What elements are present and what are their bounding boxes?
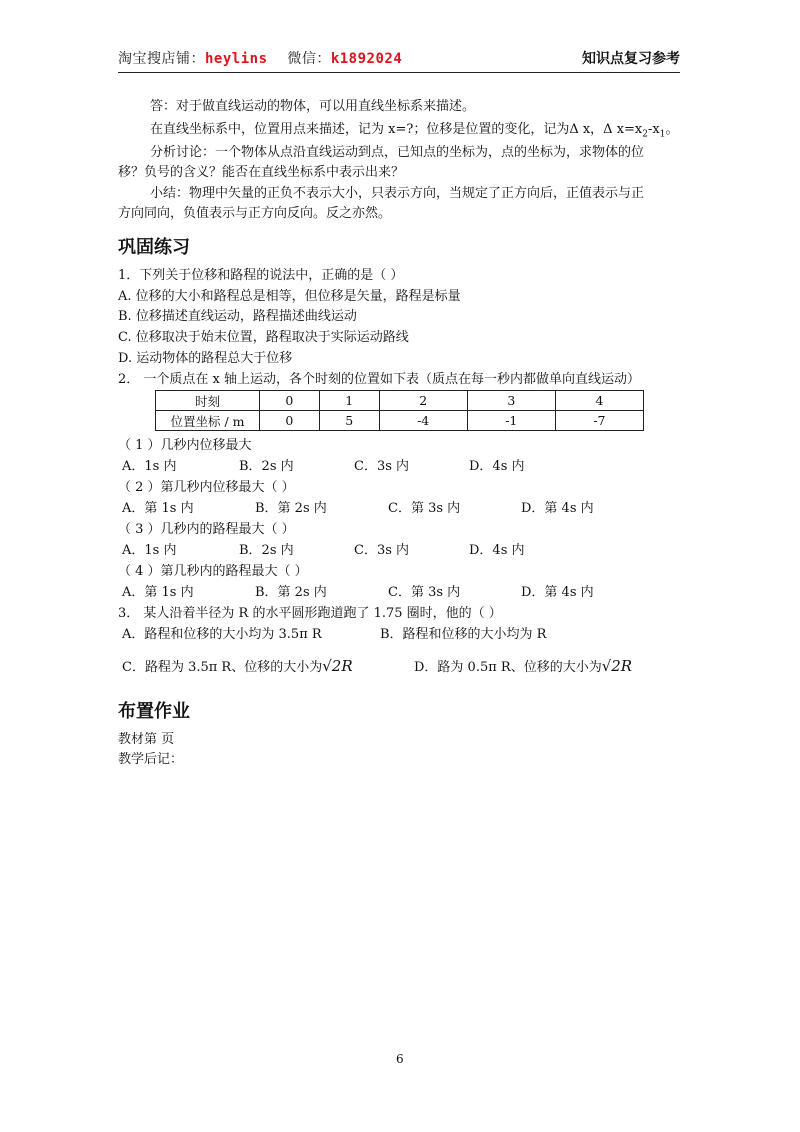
table-row	[156, 411, 644, 431]
q3-options-ab	[122, 626, 546, 644]
q2-sub2-options	[122, 500, 594, 518]
intro-discuss-2: 移？负号的含义？能否在直线坐标系中表示出来？	[118, 165, 405, 180]
table-cell: 位置坐标 / m	[156, 411, 260, 431]
option-c: C．3s 内	[354, 543, 410, 558]
page-number: 6	[396, 1052, 404, 1066]
option-b: B．2s 内	[239, 459, 294, 474]
intro-summary-1: 小结：物理中矢量的正负不表示大小，只表示方向，当规定了正方向后，正值表示与正	[150, 186, 645, 201]
q2-sub4: （ 4 ）第几秒内的路程最大（ ）	[118, 564, 308, 579]
intro-answer: 答：对于做直线运动的物体，可以用直线坐标系来描述。	[150, 99, 476, 114]
position-table	[155, 390, 644, 431]
option-a: A．路程和位移的大小均为 3.5π R	[122, 627, 322, 642]
q1-stem: 1．下列关于位移和路程的说法中，正确的是（ ）	[118, 268, 404, 283]
header-contact	[118, 48, 402, 68]
option-b: B．第 2s 内	[255, 585, 327, 600]
option-a: A．第 1s 内	[122, 585, 194, 600]
option-a: A．1s 内	[122, 543, 177, 558]
q3-options-cd	[122, 657, 632, 677]
option-d	[414, 657, 632, 677]
q1-option-b: B. 位移描述直线运动，路程描述曲线运动	[118, 309, 357, 324]
sqrt-2r-formula: √2R	[322, 657, 353, 675]
header-title: 知识点复习参考	[582, 51, 680, 67]
q2-sub3-options	[122, 542, 525, 560]
coord-sub2: 2	[642, 129, 648, 140]
table-cell: -7	[555, 411, 643, 431]
intro-discuss-1: 分析讨论：一个物体从点沿直线运动到点，已知点的坐标为，点的坐标为，求物体的位	[150, 145, 645, 160]
q2-sub4-options	[122, 584, 594, 602]
q2-stem: 2． 一个质点在 x 轴上运动，各个时刻的位置如下表（质点在每一秒内都做单向直线运动）	[118, 372, 641, 387]
option-c: C．第 3s 内	[388, 501, 461, 516]
option-d: D．4s 内	[469, 543, 525, 558]
table-row	[156, 391, 644, 411]
section-practice: 巩固练习	[118, 237, 190, 258]
option-c: C．3s 内	[354, 459, 410, 474]
q1-option-a: A. 位移的大小和路程总是相等，但位移是矢量，路程是标量	[118, 289, 461, 304]
q2-sub1: （ 1 ）几秒内位移最大	[118, 438, 252, 453]
coord-minus: -x	[648, 122, 660, 137]
q2-sub3: （ 3 ）几秒内的路程最大（ ）	[118, 522, 295, 537]
option-c: C．第 3s 内	[388, 585, 461, 600]
option-b: B．第 2s 内	[255, 501, 327, 516]
homework-textbook: 教材第 页	[118, 732, 175, 747]
option-a: A．1s 内	[122, 459, 177, 474]
coord-end: 。	[665, 122, 679, 137]
homework-notes: 教学后记：	[118, 752, 184, 767]
section-homework: 布置作业	[118, 701, 190, 722]
table-cell: 2	[379, 391, 467, 411]
q1-option-d: D. 运动物体的路程总大于位移	[118, 351, 293, 366]
option-c-text: C．路程为 3.5π R、位移的大小为	[122, 660, 323, 675]
option-d: D．4s 内	[469, 459, 525, 474]
table-cell: 1	[319, 391, 379, 411]
wechat-prefix: 微信：	[287, 51, 331, 67]
q3-stem: 3． 某人沿着半径为 R 的水平圆形跑道跑了 1.75 圈时，他的（ ）	[118, 606, 502, 621]
option-d-text: D．路为 0.5π R、位移的大小为	[414, 660, 602, 675]
option-d: D．第 4s 内	[521, 585, 594, 600]
option-b: B．路程和位移的大小均为 R	[380, 627, 547, 642]
q2-sub1-options	[122, 458, 525, 476]
option-d: D．第 4s 内	[521, 501, 594, 516]
intro-summary-2: 方向同向，负值表示与正方向反向。反之亦然。	[118, 206, 392, 221]
wechat-id: k1892024	[330, 51, 403, 67]
coord-sub1: 1	[659, 129, 666, 140]
table-cell: 时刻	[156, 391, 260, 411]
page-header	[118, 46, 680, 73]
shop-prefix: 淘宝搜店铺：	[118, 51, 205, 67]
option-b: B．2s 内	[239, 543, 294, 558]
shop-name: heylins	[205, 51, 268, 67]
q2-sub2: （ 2 ）第几秒内位移最大（ ）	[118, 480, 295, 495]
table-cell: 3	[467, 391, 555, 411]
option-c	[122, 657, 414, 677]
table-cell: -1	[467, 411, 555, 431]
table-cell: 5	[319, 411, 379, 431]
coord-text: 在直线坐标系中，位置用点来描述，记为 x=?；位移是位置的变化，记为Δ x，Δ x=x	[150, 122, 643, 137]
table-cell: 0	[260, 391, 320, 411]
intro-coord	[150, 121, 678, 144]
table-cell: 4	[555, 391, 643, 411]
q1-option-c: C. 位移取决于始末位置，路程取决于实际运动路线	[118, 330, 409, 345]
sqrt-2r-formula: √2R	[601, 657, 633, 675]
table-cell: -4	[379, 411, 467, 431]
table-cell: 0	[260, 411, 320, 431]
option-a: A．第 1s 内	[122, 501, 194, 516]
